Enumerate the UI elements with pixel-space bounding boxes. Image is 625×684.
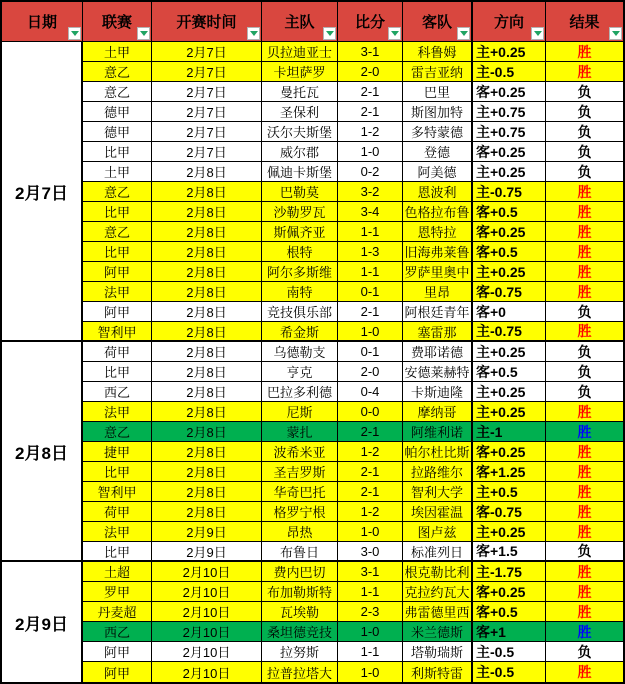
cell-away: 恩波利	[403, 182, 473, 202]
cell-away: 埃因霍温	[403, 502, 473, 522]
cell-score: 1-0	[338, 142, 403, 162]
cell-away: 恩特拉	[403, 222, 473, 242]
cell-time: 2月7日	[152, 122, 262, 142]
cell-away: 阿根廷青年	[403, 302, 473, 322]
filter-button-home[interactable]	[323, 27, 336, 40]
cell-league: 智利甲	[83, 482, 152, 502]
cell-result: 负	[546, 362, 623, 382]
column-header-label: 比分	[354, 14, 385, 31]
cell-home: 阿尔多斯维	[262, 262, 338, 282]
cell-score: 0-1	[338, 342, 403, 362]
cell-result: 胜	[546, 462, 623, 482]
cell-result: 负	[546, 642, 623, 662]
column-header-away	[403, 2, 473, 42]
cell-direction: 客+0.25	[473, 582, 546, 602]
cell-league: 比甲	[83, 242, 152, 262]
cell-away: 斯图加特	[403, 102, 473, 122]
cell-away: 摩纳哥	[403, 402, 473, 422]
cell-away: 雷吉亚纳	[403, 62, 473, 82]
cell-time: 2月10日	[152, 582, 262, 602]
cell-direction: 主+0.25	[473, 342, 546, 362]
column-header-label: 主队	[284, 14, 315, 31]
cell-away: 阿维利诺	[403, 422, 473, 442]
cell-home: 布加勒斯特	[262, 582, 338, 602]
cell-home: 斯佩齐亚	[262, 222, 338, 242]
cell-league: 法甲	[83, 282, 152, 302]
cell-time: 2月8日	[152, 482, 262, 502]
cell-time: 2月7日	[152, 82, 262, 102]
cell-result: 胜	[546, 522, 623, 542]
cell-away: 标准列日	[403, 542, 473, 562]
cell-direction: 主-0.5	[473, 62, 546, 82]
cell-direction: 客+1.5	[473, 542, 546, 562]
cell-league: 阿甲	[83, 302, 152, 322]
cell-result: 胜	[546, 62, 623, 82]
filter-button-direction[interactable]	[531, 27, 544, 40]
cell-score: 3-1	[338, 42, 403, 62]
cell-league: 西乙	[83, 382, 152, 402]
cell-league: 意乙	[83, 422, 152, 442]
column-header-label: 方向	[493, 14, 524, 31]
cell-score: 1-3	[338, 242, 403, 262]
cell-league: 意乙	[83, 222, 152, 242]
filter-button-date[interactable]	[68, 27, 81, 40]
cell-score: 2-1	[338, 82, 403, 102]
cell-time: 2月8日	[152, 342, 262, 362]
cell-home: 威尔郡	[262, 142, 338, 162]
cell-league: 比甲	[83, 362, 152, 382]
filter-dropdown-icon	[250, 31, 258, 36]
filter-dropdown-icon	[326, 31, 334, 36]
cell-result: 胜	[546, 582, 623, 602]
filter-dropdown-icon	[612, 31, 620, 36]
cell-result: 胜	[546, 422, 623, 442]
cell-away: 科鲁姆	[403, 42, 473, 62]
date-group-label: 2月9日	[2, 562, 83, 682]
cell-direction: 主-0.5	[473, 642, 546, 662]
cell-home: 巴勒莫	[262, 182, 338, 202]
cell-result: 胜	[546, 282, 623, 302]
cell-away: 里昂	[403, 282, 473, 302]
cell-home: 华奇巴托	[262, 482, 338, 502]
cell-direction: 主+0.25	[473, 262, 546, 282]
cell-home: 瓦埃勒	[262, 602, 338, 622]
cell-result: 胜	[546, 42, 623, 62]
cell-away: 弗雷德里西	[403, 602, 473, 622]
cell-league: 丹麦超	[83, 602, 152, 622]
cell-direction: 客+0.5	[473, 602, 546, 622]
cell-result: 胜	[546, 222, 623, 242]
column-header-league	[83, 2, 152, 42]
cell-result: 胜	[546, 242, 623, 262]
cell-league: 法甲	[83, 402, 152, 422]
cell-away: 塔勒瑞斯	[403, 642, 473, 662]
cell-home: 格罗宁根	[262, 502, 338, 522]
cell-time: 2月10日	[152, 562, 262, 582]
cell-time: 2月8日	[152, 362, 262, 382]
cell-away: 拉路维尔	[403, 462, 473, 482]
cell-home: 昂热	[262, 522, 338, 542]
cell-result: 胜	[546, 482, 623, 502]
cell-direction: 客+1.25	[473, 462, 546, 482]
cell-result: 负	[546, 102, 623, 122]
cell-result: 胜	[546, 442, 623, 462]
cell-score: 1-2	[338, 502, 403, 522]
filter-button-league[interactable]	[137, 27, 150, 40]
cell-league: 比甲	[83, 202, 152, 222]
cell-direction: 主-0.5	[473, 662, 546, 682]
cell-result: 负	[546, 342, 623, 362]
cell-away: 登德	[403, 142, 473, 162]
cell-home: 乌德勒支	[262, 342, 338, 362]
cell-score: 1-2	[338, 122, 403, 142]
cell-away: 多特蒙德	[403, 122, 473, 142]
cell-direction: 主+0.25	[473, 162, 546, 182]
cell-time: 2月7日	[152, 102, 262, 122]
filter-button-score[interactable]	[388, 27, 401, 40]
cell-home: 根特	[262, 242, 338, 262]
cell-home: 卡坦萨罗	[262, 62, 338, 82]
cell-league: 土超	[83, 562, 152, 582]
cell-league: 捷甲	[83, 442, 152, 462]
cell-home: 竞技俱乐部	[262, 302, 338, 322]
cell-away: 罗萨里奥中	[403, 262, 473, 282]
cell-result: 胜	[546, 262, 623, 282]
cell-score: 1-0	[338, 622, 403, 642]
cell-direction: 主+0.75	[473, 122, 546, 142]
cell-time: 2月7日	[152, 62, 262, 82]
date-group-label: 2月7日	[2, 42, 83, 342]
cell-result: 负	[546, 142, 623, 162]
cell-away: 塞雷那	[403, 322, 473, 342]
cell-score: 2-3	[338, 602, 403, 622]
column-header-date	[2, 2, 83, 42]
cell-direction: 主+0.25	[473, 402, 546, 422]
cell-away: 帕尔杜比斯	[403, 442, 473, 462]
cell-time: 2月8日	[152, 402, 262, 422]
cell-league: 西乙	[83, 622, 152, 642]
cell-league: 德甲	[83, 102, 152, 122]
cell-score: 1-0	[338, 322, 403, 342]
cell-score: 3-4	[338, 202, 403, 222]
cell-score: 2-0	[338, 362, 403, 382]
cell-time: 2月8日	[152, 302, 262, 322]
cell-score: 1-2	[338, 442, 403, 462]
cell-home: 尼斯	[262, 402, 338, 422]
cell-away: 图卢兹	[403, 522, 473, 542]
column-header-time	[152, 2, 262, 42]
cell-league: 荷甲	[83, 342, 152, 362]
cell-league: 比甲	[83, 462, 152, 482]
cell-score: 0-0	[338, 402, 403, 422]
cell-result: 负	[546, 82, 623, 102]
cell-home: 南特	[262, 282, 338, 302]
cell-result: 负	[546, 162, 623, 182]
cell-away: 利斯特雷	[403, 662, 473, 682]
cell-league: 荷甲	[83, 502, 152, 522]
cell-league: 意乙	[83, 82, 152, 102]
cell-home: 拉努斯	[262, 642, 338, 662]
cell-home: 沙勒罗瓦	[262, 202, 338, 222]
cell-time: 2月7日	[152, 42, 262, 62]
column-header-label: 客队	[421, 14, 452, 31]
cell-time: 2月10日	[152, 642, 262, 662]
cell-league: 意乙	[83, 182, 152, 202]
cell-league: 比甲	[83, 542, 152, 562]
filter-dropdown-icon	[534, 31, 542, 36]
cell-away: 费耶诺德	[403, 342, 473, 362]
cell-direction: 客+0	[473, 302, 546, 322]
cell-result: 胜	[546, 322, 623, 342]
cell-score: 2-0	[338, 62, 403, 82]
cell-score: 0-4	[338, 382, 403, 402]
cell-home: 贝拉迪亚士	[262, 42, 338, 62]
cell-direction: 客-0.75	[473, 282, 546, 302]
cell-time: 2月8日	[152, 202, 262, 222]
column-header-direction	[473, 2, 546, 42]
cell-league: 意乙	[83, 62, 152, 82]
cell-time: 2月10日	[152, 622, 262, 642]
cell-score: 1-1	[338, 262, 403, 282]
filter-button-time[interactable]	[247, 27, 260, 40]
filter-dropdown-icon	[391, 31, 399, 36]
cell-time: 2月8日	[152, 182, 262, 202]
cell-league: 法甲	[83, 522, 152, 542]
cell-direction: 主+0.75	[473, 102, 546, 122]
cell-result: 胜	[546, 662, 623, 682]
cell-away: 巴里	[403, 82, 473, 102]
cell-time: 2月8日	[152, 462, 262, 482]
cell-away: 卡斯迪隆	[403, 382, 473, 402]
column-header-score	[338, 2, 403, 42]
cell-score: 3-1	[338, 562, 403, 582]
cell-away: 色格拉布鲁	[403, 202, 473, 222]
column-header-label: 结果	[569, 14, 600, 31]
cell-score: 1-1	[338, 222, 403, 242]
cell-score: 2-1	[338, 102, 403, 122]
filter-button-result[interactable]	[609, 27, 622, 40]
cell-result: 胜	[546, 202, 623, 222]
cell-home: 曼托瓦	[262, 82, 338, 102]
cell-time: 2月8日	[152, 222, 262, 242]
cell-direction: 主+0.5	[473, 482, 546, 502]
column-header-label: 联赛	[101, 14, 132, 31]
cell-time: 2月8日	[152, 422, 262, 442]
cell-result: 胜	[546, 502, 623, 522]
cell-time: 2月8日	[152, 262, 262, 282]
cell-direction: 客+0.5	[473, 362, 546, 382]
cell-time: 2月10日	[152, 662, 262, 682]
column-header-label: 开赛时间	[176, 14, 237, 31]
cell-time: 2月10日	[152, 602, 262, 622]
cell-away: 根克勒比利	[403, 562, 473, 582]
date-group-label: 2月8日	[2, 342, 83, 562]
cell-direction: 客+0.5	[473, 242, 546, 262]
cell-home: 沃尔夫斯堡	[262, 122, 338, 142]
cell-home: 布鲁日	[262, 542, 338, 562]
cell-time: 2月8日	[152, 442, 262, 462]
cell-direction: 主+0.25	[473, 42, 546, 62]
cell-direction: 客+0.5	[473, 202, 546, 222]
cell-score: 0-1	[338, 282, 403, 302]
cell-result: 负	[546, 382, 623, 402]
cell-league: 阿甲	[83, 662, 152, 682]
cell-direction: 主-0.75	[473, 322, 546, 342]
cell-home: 蒙扎	[262, 422, 338, 442]
cell-time: 2月8日	[152, 162, 262, 182]
cell-home: 希金斯	[262, 322, 338, 342]
cell-direction: 主-0.75	[473, 182, 546, 202]
cell-direction: 主-1	[473, 422, 546, 442]
filter-button-away[interactable]	[457, 27, 470, 40]
cell-direction: 主+0.25	[473, 382, 546, 402]
cell-away: 智利大学	[403, 482, 473, 502]
cell-home: 佩迪卡斯堡	[262, 162, 338, 182]
cell-score: 0-2	[338, 162, 403, 182]
cell-time: 2月8日	[152, 502, 262, 522]
cell-league: 比甲	[83, 142, 152, 162]
cell-direction: 客+0.25	[473, 142, 546, 162]
cell-league: 土甲	[83, 162, 152, 182]
cell-away: 旧海弗莱鲁	[403, 242, 473, 262]
cell-time: 2月9日	[152, 522, 262, 542]
cell-home: 费内巴切	[262, 562, 338, 582]
cell-result: 胜	[546, 602, 623, 622]
cell-time: 2月9日	[152, 542, 262, 562]
cell-league: 阿甲	[83, 262, 152, 282]
cell-league: 罗甲	[83, 582, 152, 602]
cell-score: 1-1	[338, 642, 403, 662]
cell-result: 胜	[546, 182, 623, 202]
cell-result: 胜	[546, 402, 623, 422]
cell-score: 2-1	[338, 482, 403, 502]
cell-score: 1-0	[338, 522, 403, 542]
cell-score: 2-1	[338, 422, 403, 442]
cell-league: 德甲	[83, 122, 152, 142]
cell-direction: 主-1.75	[473, 562, 546, 582]
cell-direction: 客+0.25	[473, 222, 546, 242]
cell-score: 1-1	[338, 582, 403, 602]
cell-home: 拉普拉塔大	[262, 662, 338, 682]
cell-home: 圣吉罗斯	[262, 462, 338, 482]
cell-away: 克拉约瓦大	[403, 582, 473, 602]
cell-away: 安德莱赫特	[403, 362, 473, 382]
cell-league: 智利甲	[83, 322, 152, 342]
column-header-label: 日期	[26, 14, 57, 31]
cell-result: 负	[546, 302, 623, 322]
filter-dropdown-icon	[140, 31, 148, 36]
cell-time: 2月8日	[152, 322, 262, 342]
cell-league: 阿甲	[83, 642, 152, 662]
cell-away: 米兰德斯	[403, 622, 473, 642]
cell-score: 3-0	[338, 542, 403, 562]
cell-time: 2月8日	[152, 382, 262, 402]
cell-home: 巴拉多利德	[262, 382, 338, 402]
column-header-result	[546, 2, 623, 42]
cell-away: 阿美德	[403, 162, 473, 182]
cell-direction: 客+1	[473, 622, 546, 642]
cell-direction: 客+0.25	[473, 442, 546, 462]
cell-result: 胜	[546, 562, 623, 582]
column-header-home	[262, 2, 338, 42]
cell-direction: 主+0.25	[473, 522, 546, 542]
cell-result: 胜	[546, 622, 623, 642]
filter-dropdown-icon	[71, 31, 79, 36]
cell-score: 1-0	[338, 662, 403, 682]
cell-direction: 客-0.75	[473, 502, 546, 522]
cell-home: 亨克	[262, 362, 338, 382]
cell-home: 桑坦德竞技	[262, 622, 338, 642]
cell-time: 2月8日	[152, 282, 262, 302]
cell-time: 2月7日	[152, 142, 262, 162]
match-results-grid	[2, 2, 623, 682]
cell-result: 负	[546, 542, 623, 562]
cell-result: 负	[546, 122, 623, 142]
cell-score: 2-1	[338, 302, 403, 322]
cell-score: 3-2	[338, 182, 403, 202]
cell-home: 波希米亚	[262, 442, 338, 462]
cell-time: 2月8日	[152, 242, 262, 262]
cell-home: 圣保利	[262, 102, 338, 122]
filter-dropdown-icon	[460, 31, 468, 36]
cell-league: 土甲	[83, 42, 152, 62]
cell-direction: 客+0.25	[473, 82, 546, 102]
cell-score: 2-1	[338, 462, 403, 482]
